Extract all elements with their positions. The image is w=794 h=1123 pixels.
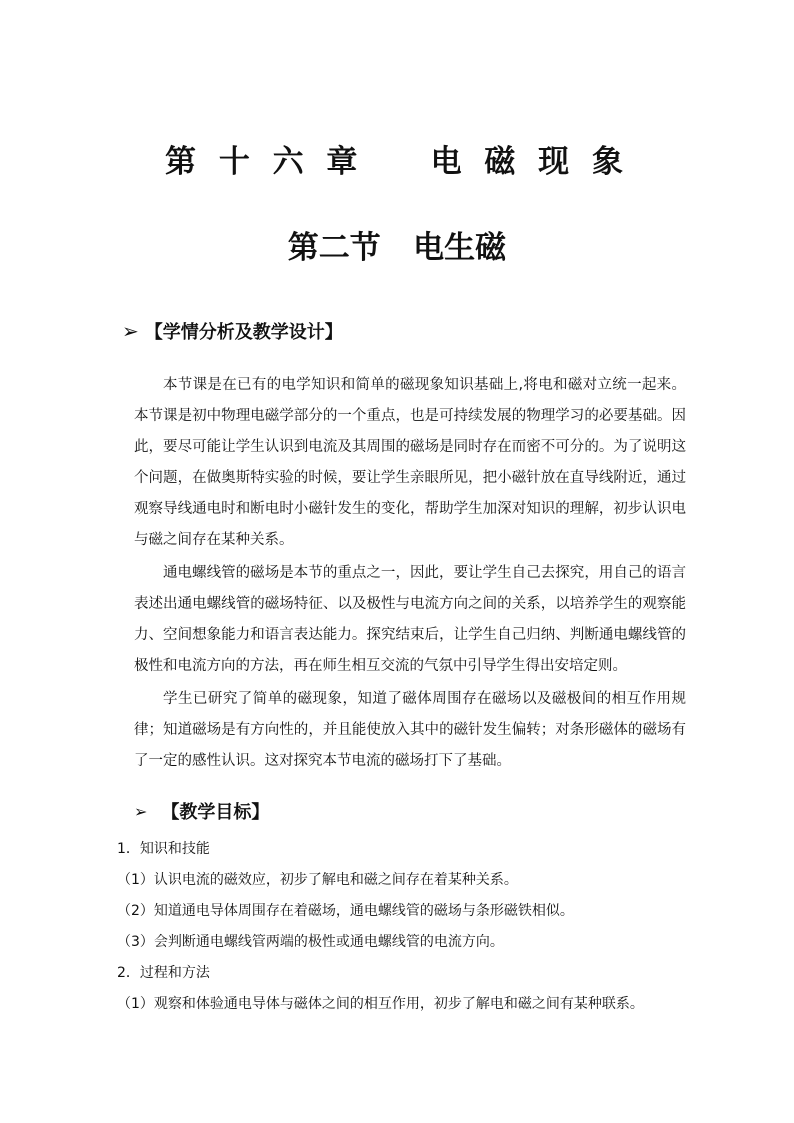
objective-line: （2）知道通电导体周围存在着磁场，通电螺线管的磁场与条形磁铁相似。 (117, 903, 574, 919)
heading-text: 【教学目标】 (161, 802, 270, 823)
section-heading-objectives (134, 798, 269, 824)
arrow-bullet-icon: ➢ (134, 801, 148, 821)
paragraph: 本节课是在已有的电学知识和简单的磁现象知识基础上,将电和磁对立统一起来。本节课是初中物理电磁学部分的一个重点，也是可持续发展的物理学习的必要基础。因此，要尽可能让学生认识到电流及其周围的磁场是同时存在而密不可分的。为了说明这个问题，在做奥斯特实验的时候，要让学生亲眼所见，把小磁针放在直导线附近，通过观察导线通电时和断电时小磁针发生的变化，帮助学生加深对知识的理解，初步认识电与磁之间存在某种关系。 (134, 376, 686, 548)
heading-text: 【学情分析及教学设计】 (144, 322, 343, 343)
arrow-bullet-icon: ➢ (122, 319, 139, 343)
objective-line: 2．过程和方法 (117, 965, 210, 981)
section-heading-analysis (122, 318, 343, 344)
objective-line: （1）认识电流的磁效应，初步了解电和磁之间存在着某种关系。 (117, 872, 518, 888)
objective-line: 1．知识和技能 (117, 841, 210, 857)
chapter-title: 第 十 六 章 电 磁 现 象 (165, 144, 629, 180)
paragraph: 学生已研究了简单的磁现象，知道了磁体周围存在磁场以及磁极间的相互作用规律；知道磁场是有方向性的，并且能使放入其中的磁针发生偏转；对条形磁体的磁场有了一定的感性认识。这对探究本节电流的磁场打下了基础。 (134, 690, 686, 769)
objective-line: （1）观察和体验通电导体与磁体之间的相互作用，初步了解电和磁之间有某种联系。 (117, 996, 644, 1012)
objective-line: （3）会判断通电螺线管两端的极性或通电螺线管的电流方向。 (117, 934, 504, 950)
section-title: 第二节 电生磁 (287, 230, 507, 266)
paragraph: 通电螺线管的磁场是本节的重点之一，因此，要让学生自己去探究，用自己的语言表述出通电螺线管的磁场特征、以及极性与电流方向之间的关系，以培养学生的观察能力、空间想象能力和语言表达能力。探究结束后，让学生自己归纳、判断通电螺线管的极性和电流方向的方法，再在师生相互交流的气氛中引导学生得出安培定则。 (134, 564, 686, 674)
